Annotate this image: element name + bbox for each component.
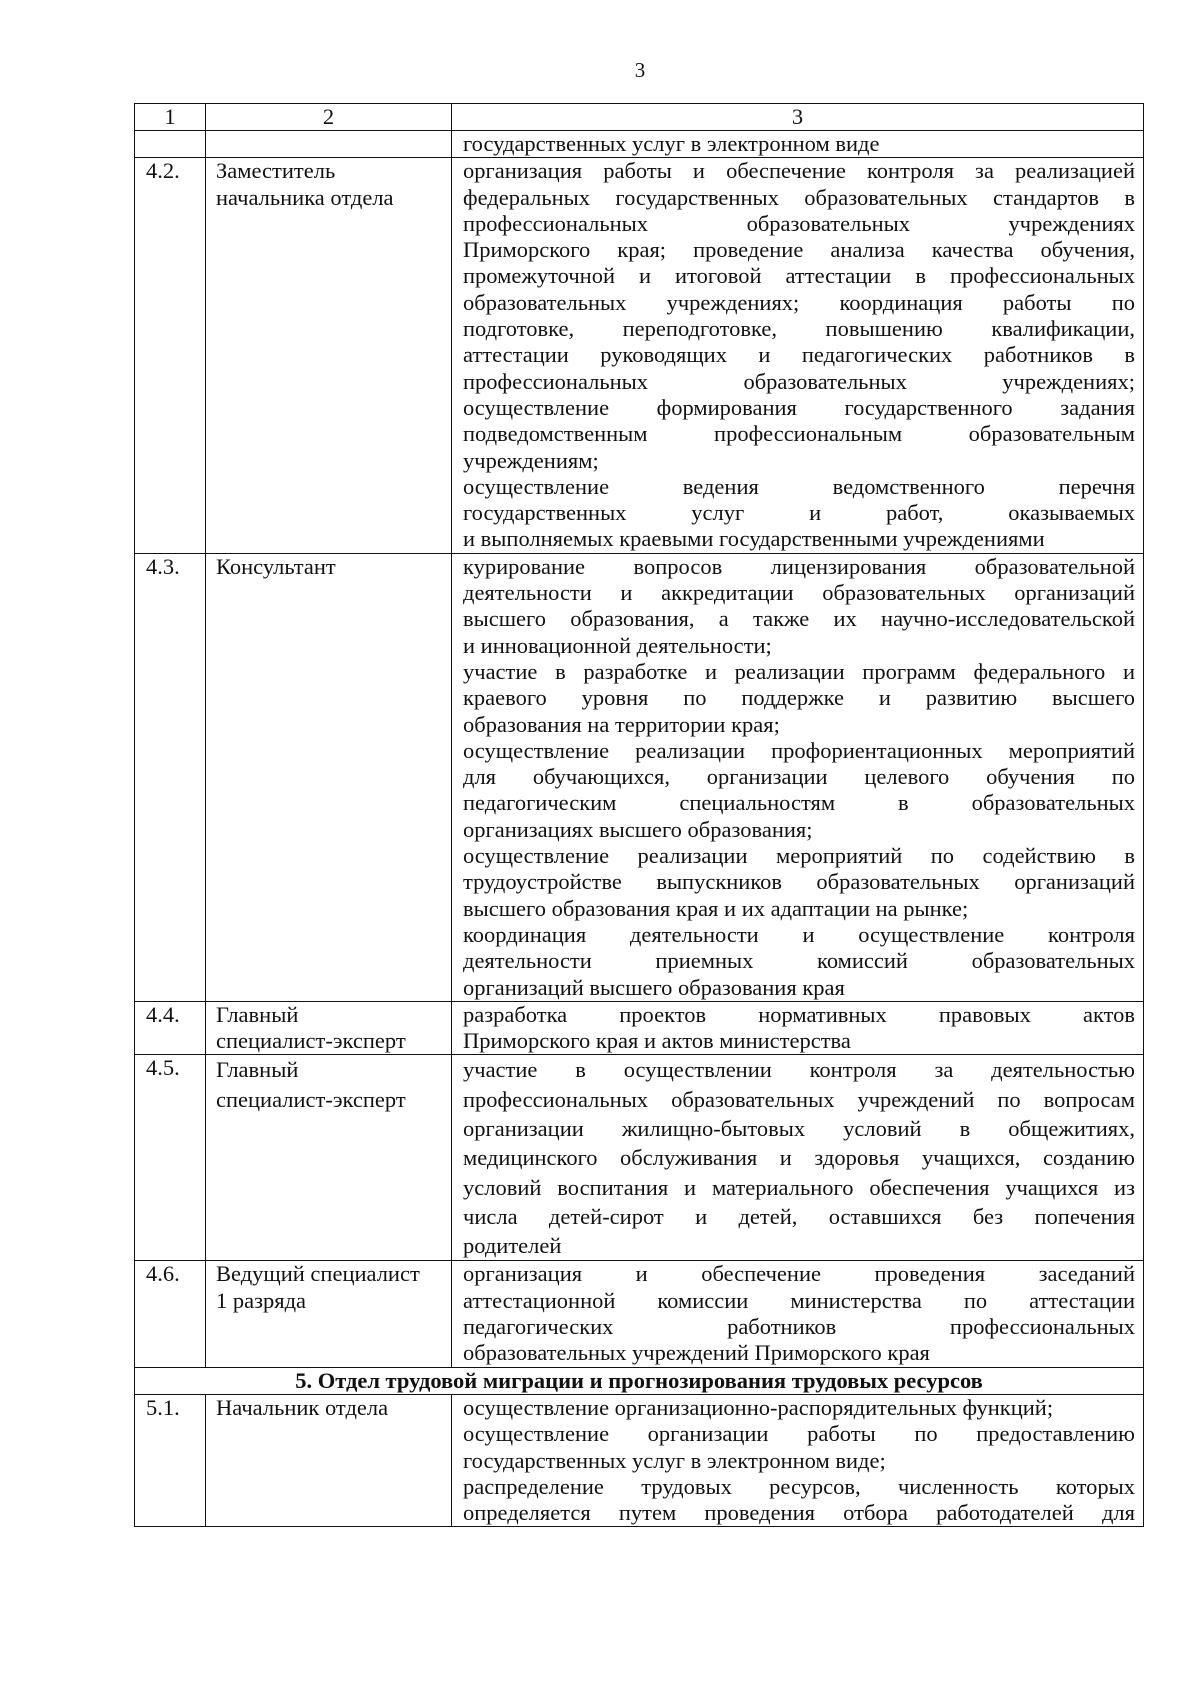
duty-line: организации жилищно-бытовых условий в общежитиях,: [463, 1115, 1135, 1141]
duty-line: образовательных учреждениях; координация работы по: [463, 289, 1135, 315]
table-row: [135, 1394, 1144, 1526]
table-row: [135, 158, 1144, 553]
duty-line: федеральных государственных образовательных стандартов в: [463, 184, 1135, 210]
duty-line: краевого уровня по поддержке и развитию высшего: [463, 685, 1135, 711]
duty-line: аттестации руководящих и педагогических работников в: [463, 342, 1135, 368]
row-number: 4.4.: [135, 1001, 206, 1055]
duty-line: подготовке, переподготовке, повышению квалификации,: [463, 316, 1135, 342]
table-row: [135, 1001, 1144, 1055]
duties-cell: [452, 1394, 1144, 1526]
duty-line: участие в разработке и реализации программ федерального и: [463, 658, 1135, 684]
duty-line: осуществление организационно-распорядительных функций;: [463, 1394, 1054, 1420]
duty-line: высшего образования края и их адаптации на рынке;: [463, 895, 969, 921]
duty-line: числа детей-сирот и детей, оставшихся без попечения: [463, 1203, 1135, 1229]
column-header-1: 1: [135, 104, 206, 131]
continuation-row: [135, 131, 1144, 158]
duty-line: государственных услуг в электронном виде: [463, 131, 880, 156]
duty-line: подведомственным профессиональным образовательным: [463, 421, 1135, 447]
row-number: [135, 131, 206, 158]
duty-line: осуществление реализации мероприятий по содействию в: [463, 843, 1135, 869]
position-cell: Ведущий специалист 1 разряда: [206, 1261, 452, 1367]
duty-line: курирование вопросов лицензирования образовательной: [463, 553, 1135, 579]
duties-cell: [452, 1001, 1144, 1055]
row-number: 4.3.: [135, 553, 206, 1001]
duties-cell: [452, 131, 1144, 158]
duty-line: высшего образования, а также их научно-исследовательской: [463, 606, 1135, 632]
staff-duties-table: [134, 103, 1144, 1527]
duty-line: организация и обеспечение проведения заседаний: [463, 1261, 1135, 1287]
row-number: 5.1.: [135, 1394, 206, 1526]
table-row: [135, 553, 1144, 1001]
duties-cell: [452, 553, 1144, 1001]
table-row: [135, 1055, 1144, 1261]
duty-line: организация работы и обеспечение контроля за реализацией: [463, 158, 1135, 184]
duty-line: учреждениям;: [463, 447, 599, 473]
duty-line: распределение трудовых ресурсов, численность которых: [463, 1473, 1135, 1499]
duty-line: разработка проектов нормативных правовых актов: [463, 1001, 1135, 1027]
position-cell: Главный специалист-эксперт: [206, 1001, 452, 1055]
table-row: [135, 1261, 1144, 1367]
duty-line: педагогических работников профессиональных: [463, 1314, 1135, 1340]
duty-line: Приморского края и актов министерства: [463, 1028, 851, 1054]
column-header-3: 3: [452, 104, 1144, 131]
duty-line: образования на территории края;: [463, 711, 780, 737]
duty-line: аттестационной комиссии министерства по аттестации: [463, 1287, 1135, 1313]
duty-line: педагогическим специальностям в образовательных: [463, 790, 1135, 816]
duty-line: родителей: [463, 1233, 562, 1259]
duties-cell: [452, 1055, 1144, 1261]
table-header-row: [135, 104, 1144, 131]
section-title: 5. Отдел трудовой миграции и прогнозирования трудовых ресурсов: [135, 1367, 1144, 1394]
position-cell: Главный специалист-эксперт: [206, 1055, 452, 1261]
duty-line: для обучающихся, организации целевого обучения по: [463, 764, 1135, 790]
duty-line: и выполняемых краевыми государственными учреждениями: [463, 526, 1045, 552]
duty-line: осуществление ведения ведомственного перечня: [463, 473, 1135, 499]
duty-line: осуществление организации работы по предоставлению: [463, 1421, 1135, 1447]
duty-line: деятельности и аккредитации образовательных организаций: [463, 580, 1135, 606]
position-cell: Консультант: [206, 553, 452, 1001]
section-heading-row: [135, 1367, 1144, 1394]
row-number: 4.6.: [135, 1261, 206, 1367]
duty-line: осуществление формирования государственного задания: [463, 394, 1135, 420]
duty-line: образовательных учреждений Приморского края: [463, 1340, 930, 1366]
duty-line: осуществление реализации профориентационных мероприятий: [463, 737, 1135, 763]
duty-line: трудоустройстве выпускников образовательных организаций: [463, 869, 1135, 895]
duty-line: деятельности приемных комиссий образовательных: [463, 948, 1135, 974]
row-number: 4.5.: [135, 1055, 206, 1261]
duties-cell: [452, 1261, 1144, 1367]
position-cell: Заместитель начальника отдела: [206, 158, 452, 553]
duties-cell: [452, 158, 1144, 553]
duty-line: условий воспитания и материального обеспечения учащихся из: [463, 1174, 1135, 1200]
duty-line: координация деятельности и осуществление контроля: [463, 921, 1135, 947]
duty-line: государственных услуг и работ, оказываемых: [463, 500, 1135, 526]
duty-line: государственных услуг в электронном виде;: [463, 1447, 886, 1473]
duty-line: организаций высшего образования края: [463, 974, 845, 1000]
duty-line: организациях высшего образования;: [463, 816, 813, 842]
position-cell: [206, 131, 452, 158]
row-number: 4.2.: [135, 158, 206, 553]
page-number: 3: [634, 58, 646, 82]
duty-line: определяется путем проведения отбора работодателей для: [463, 1500, 1135, 1526]
duty-line: участие в осуществлении контроля за деятельностью: [463, 1057, 1135, 1083]
duty-line: Приморского края; проведение анализа качества обучения,: [463, 237, 1135, 263]
duty-line: профессиональных образовательных учреждениях;: [463, 368, 1135, 394]
duty-line: промежуточной и итоговой аттестации в профессиональных: [463, 263, 1135, 289]
duty-line: медицинского обслуживания и здоровья учащихся, созданию: [463, 1145, 1135, 1171]
duty-line: профессиональных образовательных учреждениях: [463, 210, 1135, 236]
duty-line: профессиональных образовательных учреждений по вопросам: [463, 1086, 1135, 1112]
position-cell: Начальник отдела: [206, 1394, 452, 1526]
duty-line: и инновационной деятельности;: [463, 632, 772, 658]
column-header-2: 2: [206, 104, 452, 131]
